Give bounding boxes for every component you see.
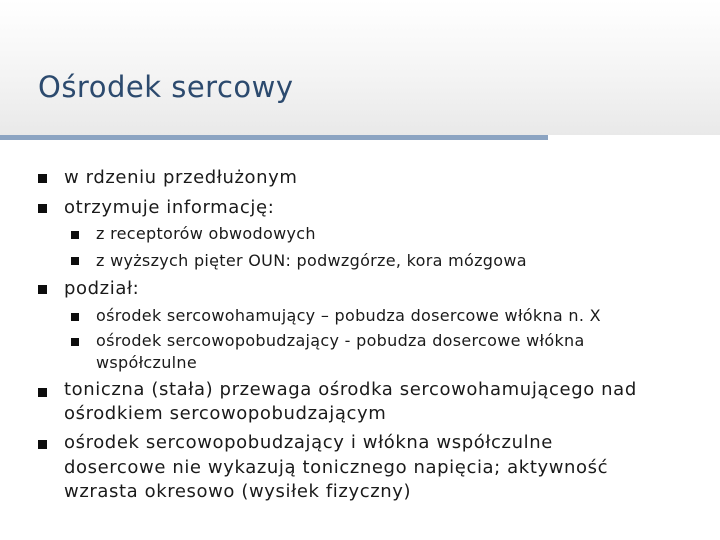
square-bullet-icon <box>38 204 47 213</box>
square-bullet-icon <box>38 285 47 294</box>
square-bullet-icon <box>71 231 79 239</box>
square-bullet-icon <box>71 313 79 321</box>
list-item: ośrodek sercowopobudzający i włókna współczulne <box>64 432 553 453</box>
list-item-continuation: wzrasta okresowo (wysiłek fizyczny) <box>64 481 412 502</box>
square-bullet-icon <box>38 174 47 183</box>
list-item: otrzymuje informację: <box>64 197 275 218</box>
list-item-continuation: dosercowe nie wykazują tonicznego napięcia; aktywność <box>64 457 609 478</box>
sub-list-item: z receptorów obwodowych <box>96 224 316 243</box>
sub-list-item: ośrodek sercowohamujący – pobudza dosercowe włókna n. X <box>96 306 601 325</box>
sub-list-item: ośrodek sercowopobudzający - pobudza dosercowe włókna <box>96 331 585 350</box>
list-item: w rdzeniu przedłużonym <box>64 167 298 188</box>
slide-title: Ośrodek sercowy <box>38 70 294 104</box>
sub-list-item: z wyższych pięter OUN: podwzgórze, kora mózgowa <box>96 251 527 270</box>
square-bullet-icon <box>71 257 79 265</box>
square-bullet-icon <box>38 388 47 397</box>
list-item-continuation: ośrodkiem sercowopobudzającym <box>64 403 387 424</box>
square-bullet-icon <box>71 338 79 346</box>
list-item: toniczna (stała) przewaga ośrodka sercowohamującego nad <box>64 379 637 400</box>
sub-list-item-continuation: współczulne <box>96 353 197 372</box>
list-item: podział: <box>64 278 140 299</box>
square-bullet-icon <box>38 440 47 449</box>
